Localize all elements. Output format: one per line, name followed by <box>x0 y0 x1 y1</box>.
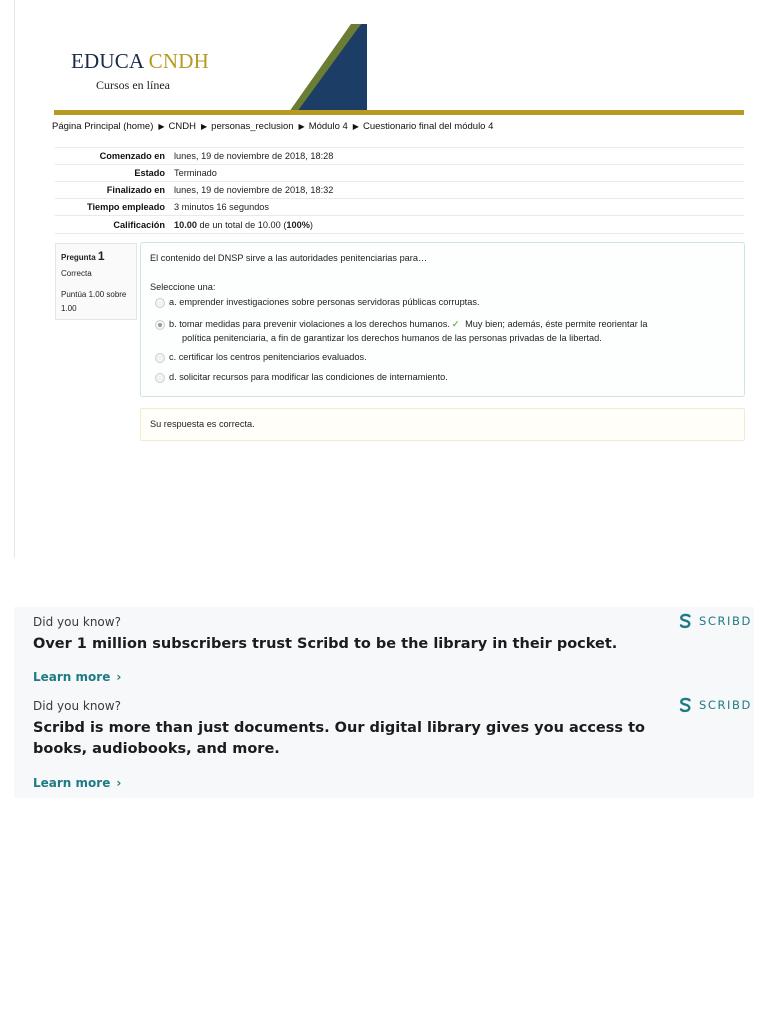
breadcrumb-quiz[interactable]: Cuestionario final del módulo 4 <box>362 121 494 132</box>
question-number-value: 1 <box>97 249 105 263</box>
question-grade: Puntúa 1.00 sobre 1.00 <box>61 290 127 313</box>
document-page <box>14 0 755 558</box>
learn-more-label: Learn more <box>33 776 111 790</box>
answer-label: b. tomar medidas para prevenir violaciones a los derechos humanos. <box>169 319 450 329</box>
breadcrumb-separator-icon: ▶ <box>201 122 208 131</box>
scribd-wordmark: SCRIBD <box>698 698 752 712</box>
scribd-logo-icon <box>678 697 693 713</box>
summary-row-state <box>55 164 744 181</box>
summary-row-started <box>55 147 744 164</box>
summary-key: Estado <box>134 168 165 178</box>
summary-row-finished <box>55 181 744 198</box>
question-info <box>55 243 137 320</box>
summary-key: Finalizado en <box>106 185 165 195</box>
breadcrumb-separator-icon: ▶ <box>352 122 359 131</box>
header-rule <box>54 110 744 115</box>
logo-subtitle: Cursos en línea <box>96 78 170 92</box>
logo-title-accent: CNDH <box>148 49 209 73</box>
breadcrumb-separator-icon: ▶ <box>298 122 305 131</box>
summary-key: Comenzado en <box>99 151 165 161</box>
answer-label: a. emprender investigaciones sobre personas servidoras públicas corruptas. <box>169 297 480 307</box>
feedback-box <box>140 408 745 441</box>
scribd-brand[interactable] <box>678 613 752 629</box>
radio-button[interactable] <box>155 373 165 383</box>
learn-more-link[interactable] <box>33 776 121 790</box>
question-prompt: Seleccione una: <box>150 282 216 292</box>
grade-percent: 100% <box>286 219 310 230</box>
learn-more-link[interactable] <box>33 670 121 684</box>
radio-button[interactable] <box>155 298 165 308</box>
summary-value: lunes, 19 de noviembre de 2018, 18:28 <box>174 151 334 161</box>
radio-button[interactable] <box>155 353 165 363</box>
grade-total: de un total de 10.00 ( <box>197 219 287 230</box>
summary-row-grade <box>55 215 744 234</box>
grade-score: 10.00 <box>174 219 197 230</box>
radio-button-selected[interactable] <box>155 320 165 330</box>
question-label: Pregunta <box>61 253 96 262</box>
summary-row-time <box>55 198 744 215</box>
breadcrumb-module[interactable]: Módulo 4 <box>308 121 348 132</box>
summary-value: 3 minutos 16 segundos <box>174 202 270 212</box>
breadcrumb <box>52 121 742 132</box>
learn-more-label: Learn more <box>33 670 111 684</box>
answer-label: d. solicitar recursos para modificar las condiciones de internamiento. <box>169 372 448 382</box>
scribd-promo-panel <box>14 607 754 798</box>
chevron-right-icon: › <box>116 776 122 790</box>
summary-key: Calificación <box>113 219 165 230</box>
breadcrumb-course[interactable]: personas_reclusion <box>211 121 294 132</box>
promo-headline: Over 1 million subscribers trust Scribd to be the library in their pocket. <box>33 636 618 652</box>
summary-value: Terminado <box>174 168 217 178</box>
attempt-summary-table <box>55 147 744 234</box>
breadcrumb-cndh[interactable]: CNDH <box>168 121 196 132</box>
question-content <box>140 242 745 397</box>
question-state: Correcta <box>61 269 92 278</box>
summary-value: lunes, 19 de noviembre de 2018, 18:32 <box>174 185 334 195</box>
scribd-brand[interactable] <box>678 697 752 713</box>
answer-feedback-continued: política penitenciaria, a fin de garantizar los derechos humanos de las personas privadas de la libertad. <box>182 333 602 343</box>
breadcrumb-home[interactable]: Página Principal (home) <box>52 121 154 132</box>
breadcrumb-separator-icon: ▶ <box>158 122 165 131</box>
educa-logo <box>55 24 745 112</box>
summary-key: Tiempo empleado <box>87 202 165 212</box>
grade-close: ) <box>309 219 313 230</box>
promo-kicker: Did you know? <box>33 615 121 629</box>
logo-title-main: EDUCA <box>71 49 144 73</box>
logo-title <box>71 49 209 74</box>
answer-label: c. certificar los centros penitenciarios evaluados. <box>169 352 367 362</box>
question-number <box>61 249 105 263</box>
summary-value <box>174 220 313 230</box>
question-text: El contenido del DNSP sirve a las autoridades penitenciarias para… <box>150 253 428 263</box>
promo-headline: Scribd is more than just documents. Our digital library gives you access to books, audiobooks, and more. <box>33 720 645 757</box>
promo-kicker: Did you know? <box>33 699 121 713</box>
checkmark-icon: ✓ <box>451 319 460 329</box>
scribd-wordmark: SCRIBD <box>698 614 752 628</box>
scribd-logo-icon <box>678 613 693 629</box>
logo-graphic <box>289 24 367 112</box>
answer-label-b <box>169 319 647 330</box>
answer-feedback: Muy bien; además, éste permite reorientar la <box>465 319 648 329</box>
feedback-text: Su respuesta es correcta. <box>150 419 255 429</box>
chevron-right-icon: › <box>116 670 122 684</box>
